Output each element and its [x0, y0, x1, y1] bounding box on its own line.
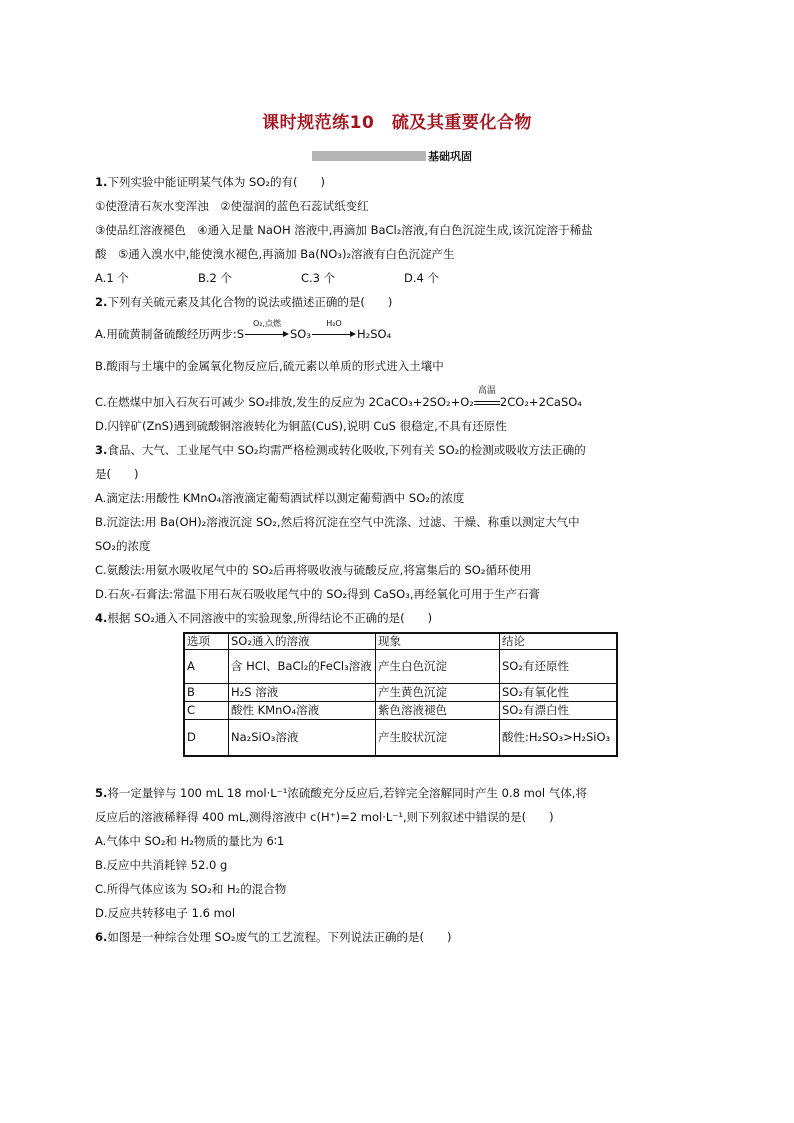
question-stem-cont: 是( ) — [95, 467, 139, 481]
reaction-arrow — [245, 318, 289, 340]
question-stem: 食品、大气、工业尾气中 SO₂均需严格检测或转化吸收,下列有关 SO₂的检测或吸收方法正确的 — [107, 443, 586, 457]
arrow-condition: H₂O — [326, 318, 342, 328]
option-a: A.1 个 — [95, 271, 129, 285]
section-header — [312, 148, 472, 164]
table-row — [184, 702, 617, 720]
table-cell: SO₂有还原性 — [500, 650, 618, 684]
question-number: 3. — [95, 443, 108, 457]
question-4 — [95, 606, 700, 757]
table-header: 选项 — [184, 633, 229, 650]
question-stem-cont: 反应后的溶液稀释得 400 mL,测得溶液中 c(H⁺)=2 mol·L⁻¹,则下列叙述中错误的是( ) — [95, 809, 554, 824]
table-cell: 酸性:H₂SO₃>H₂SiO₃ — [500, 720, 618, 756]
option-b: B.沉淀法:用 Ba(OH)₂溶液沉淀 SO₂,然后将沉淀在空气中洗涤、过滤、干燥、称重以测定大气中 — [95, 515, 580, 529]
question-stem: 下列有关硫元素及其化合物的说法或描述正确的是( ) — [107, 295, 393, 309]
question-1 — [95, 170, 700, 290]
question-6 — [95, 925, 700, 949]
table-cell: H₂S 溶液 — [229, 684, 376, 702]
table-cell: 产生胶状沉淀 — [376, 720, 500, 756]
option-text: 2CO₂+2CaSO₄ — [499, 395, 582, 409]
question-number: 4. — [95, 611, 108, 625]
option-text: H₂SO₄ — [356, 327, 392, 341]
question-number: 5. — [95, 785, 108, 800]
question-2 — [95, 290, 700, 438]
option-a: A.气体中 SO₂和 H₂物质的量比为 6∶1 — [95, 833, 285, 848]
equilibrium-sign — [474, 385, 500, 408]
option-a — [95, 318, 700, 346]
reaction-arrow — [312, 318, 356, 340]
question-stem: 下列实验中能证明某气体为 SO₂的有( ) — [107, 175, 325, 189]
table-cell: 酸性 KMnO₄溶液 — [229, 702, 376, 720]
question-3 — [95, 438, 700, 606]
table-header: SO₂通入的溶液 — [229, 633, 376, 650]
table-cell: A — [184, 650, 229, 684]
option-d: D.反应共转移电子 1.6 mol — [95, 905, 236, 920]
arrow-condition: O₂,点燃 — [252, 318, 282, 328]
option-d: D.石灰-石膏法:常温下用石灰石吸收尾气中的 SO₂得到 CaSO₃,再经氧化可用于生产石膏 — [95, 587, 540, 601]
question-number: 1. — [95, 175, 108, 189]
table-cell: Na₂SiO₃溶液 — [229, 720, 376, 756]
question-stem: 如图是一种综合处理 SO₂废气的工艺流程。下列说法正确的是( ) — [107, 929, 452, 944]
option-text: C.在燃煤中加入石灰石可减少 SO₂排放,发生的反应为 2CaCO₃+2SO₂+O₂ — [95, 395, 474, 409]
table-header: 结论 — [500, 633, 618, 650]
table-header: 现象 — [376, 633, 500, 650]
table-cell: SO₂有氧化性 — [500, 684, 618, 702]
table-cell: SO₂有漂白性 — [500, 702, 618, 720]
option-text: A.用硫黄制备硫酸经历两步:S — [95, 327, 244, 341]
section-label: 基础巩固 — [428, 150, 472, 163]
table-cell: B — [184, 684, 229, 702]
statement-line: 酸 ⑤通入溴水中,能使溴水褪色,再滴加 Ba(NO₃)₂溶液有白色沉淀产生 — [95, 247, 455, 261]
question-number: 2. — [95, 295, 108, 309]
table-cell: C — [184, 702, 229, 720]
table-cell: D — [184, 720, 229, 756]
section-bar — [312, 151, 426, 161]
table-header-row — [184, 633, 617, 650]
option-b: B.酸雨与土壤中的金属氧化物反应后,硫元素以单质的形式进入土壤中 — [95, 359, 444, 373]
option-d: D.4 个 — [404, 271, 439, 285]
option-b-cont: SO₂的浓度 — [95, 539, 151, 553]
option-c: C.3 个 — [301, 271, 336, 285]
statement-line: ①使澄清石灰水变浑浊 ②使湿润的蓝色石蕊试纸变红 — [95, 199, 369, 213]
option-b: B.2 个 — [198, 271, 233, 285]
table-row — [184, 684, 617, 702]
question-list — [95, 170, 700, 949]
option-c: C.氨酸法:用氨水吸收尾气中的 SO₂后再将吸收液与硫酸反应,将富集后的 SO₂循环使用 — [95, 563, 532, 577]
option-a: A.滴定法:用酸性 KMnO₄溶液滴定葡萄酒试样以测定葡萄酒中 SO₂的浓度 — [95, 491, 465, 505]
table-row — [184, 720, 617, 756]
option-b: B.反应中共消耗锌 52.0 g — [95, 857, 228, 872]
table-cell: 产生白色沉淀 — [376, 650, 500, 684]
table-cell: 紫色溶液褪色 — [376, 702, 500, 720]
option-d: D.闪锌矿(ZnS)遇到硫酸铜溶液转化为铜蓝(CuS),说明 CuS 很稳定,不具有还原性 — [95, 419, 507, 433]
question-number: 6. — [95, 929, 108, 944]
reaction-condition: 高温 — [477, 385, 496, 396]
table-cell: 产生黄色沉淀 — [376, 684, 500, 702]
statement-line: ③使品红溶液褪色 ④通入足量 NaOH 溶液中,再滴加 BaCl₂溶液,有白色沉淀生成,该沉淀溶于稀盐 — [95, 223, 593, 237]
question-stem: 根据 SO₂通入不同溶液中的实验现象,所得结论不正确的是( ) — [107, 611, 433, 625]
options-row — [95, 266, 700, 290]
question-stem: 将一定量锌与 100 mL 18 mol·L⁻¹浓硫酸充分反应后,若锌完全溶解同时产生 0.8 mol 气体,将 — [107, 785, 587, 800]
page-title: 课时规范练10 硫及其重要化合物 — [262, 113, 532, 133]
question-5 — [95, 781, 700, 925]
option-c — [95, 385, 700, 414]
option-c: C.所得气体应该为 SO₂和 H₂的混合物 — [95, 881, 287, 896]
option-text: SO₃ — [290, 327, 311, 341]
table-row — [184, 650, 617, 684]
table-cell: 含 HCl、BaCl₂的FeCl₃溶液 — [229, 650, 376, 684]
results-table — [183, 632, 618, 757]
